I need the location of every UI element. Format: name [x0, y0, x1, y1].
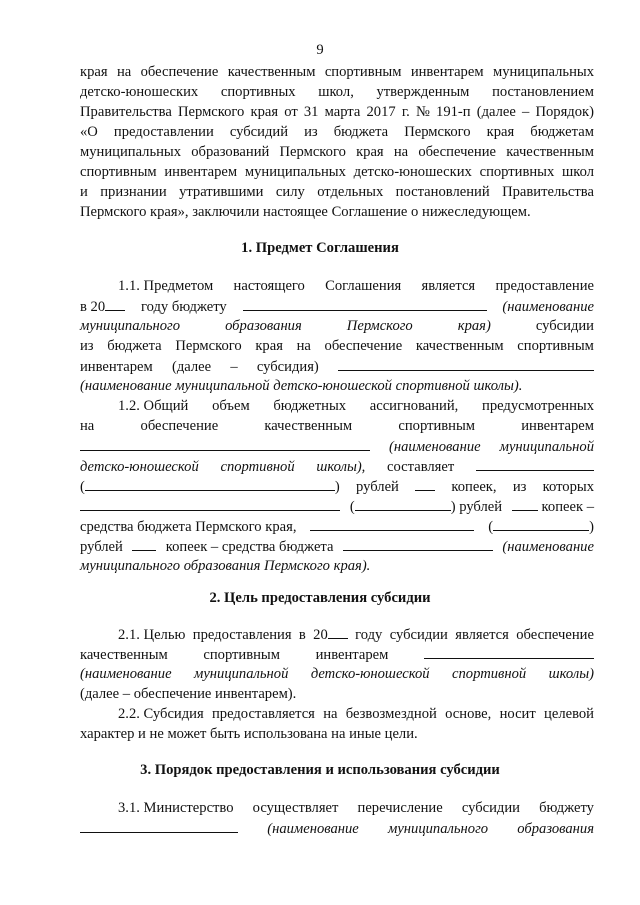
blank-year-2[interactable] — [328, 624, 348, 639]
p2-2-line-2: характер и не может быть использована на иные цели. — [80, 726, 418, 742]
intro-line-7: и признании утратившими силу отдельных постановлений Правительства — [80, 184, 594, 200]
intro-line-1: края на обеспечение качественным спортивным инвентарем муниципальных — [80, 64, 594, 80]
blank-municipality-1[interactable] — [243, 296, 487, 311]
blank-school-3[interactable] — [424, 644, 594, 659]
blank-local-words[interactable] — [493, 516, 589, 531]
p2-1-line-1: 2.1. Целью предоставления в 20 году субсидии является обеспечение — [118, 624, 594, 644]
p2-2-line-1: 2.2. Субсидия предоставляется на безвозмездной основе, носит целевой — [118, 706, 594, 722]
p1-2-line-2: на обеспечение качественным спортивным инвентарем — [80, 418, 594, 434]
intro-line-4: «О предоставлении субсидий из бюджета Пермского края бюджетам — [80, 124, 594, 140]
section-3-heading: 3. Порядок предоставления и использования субсидии — [140, 762, 500, 778]
blank-municipality-2[interactable] — [343, 536, 493, 551]
p1-2-line-9: муниципального образования Пермского края). — [80, 558, 371, 574]
p1-1-line-2: в 20 году бюджету (наименование — [80, 296, 594, 316]
blank-municipality-3[interactable] — [80, 818, 238, 833]
p1-1-line-1: 1.1. Предметом настоящего Соглашения является предоставление — [118, 278, 594, 294]
p1-2-line-3: (наименование муниципальной — [80, 436, 594, 456]
p1-1-line-4: из бюджета Пермского края на обеспечение качественным спортивным — [80, 338, 594, 354]
blank-total-amount[interactable] — [476, 456, 594, 471]
blank-regional-amount[interactable] — [80, 496, 340, 511]
p2-1-line-3: (наименование муниципальной детско-юношеской спортивной школы) — [80, 666, 594, 682]
p1-1-line-6: (наименование муниципальной детско-юношеской спортивной школы). — [80, 378, 523, 394]
intro-line-8: Пермского края», заключили настоящее Соглашение о нижеследующем. — [80, 204, 531, 220]
blank-regional-words[interactable] — [355, 496, 451, 511]
p3-1-line-2: (наименование муниципального образования — [80, 818, 594, 838]
p3-1-line-1: 3.1. Министерство осуществляет перечисление субсидии бюджету — [118, 800, 594, 816]
p1-2-line-7: средства бюджета Пермского края, ( ) — [80, 516, 594, 536]
section-1-heading: 1. Предмет Соглашения — [241, 240, 399, 256]
p2-1-line-2: качественным спортивным инвентарем — [80, 644, 594, 664]
blank-total-words[interactable] — [85, 476, 335, 491]
p2-1-line-4: (далее – обеспечение инвентарем). — [80, 686, 297, 702]
p1-2-line-8: рублей копеек – средства бюджета (наименование — [80, 536, 594, 556]
p1-1-line-5: инвентарем (далее – субсидия) — [80, 356, 594, 376]
intro-line-6: спортивным инвентарем муниципальных детско-юношеских спортивных школ — [80, 164, 594, 180]
intro-line-3: Правительства Пермского края от 31 марта 2017 г. № 191-п (далее – Порядок) — [80, 104, 594, 120]
section-2-heading: 2. Цель предоставления субсидии — [209, 590, 431, 606]
page-number: 9 — [316, 42, 324, 58]
p1-2-line-6: ( ) рублей копеек – — [80, 496, 594, 516]
p1-1-line-3: муниципального образования Пермского края) субсидии — [80, 318, 594, 334]
blank-school-2[interactable] — [80, 436, 370, 451]
p1-2-line-4: детско-юношеской спортивной школы), составляет — [80, 456, 594, 476]
intro-line-2: детско-юношеских спортивных школ, утвержденным постановлением — [80, 84, 594, 100]
blank-total-kopecks[interactable] — [415, 476, 435, 491]
blank-local-amount[interactable] — [310, 516, 474, 531]
blank-school-1[interactable] — [338, 356, 594, 371]
p1-2-line-5: ( ) рублей копеек, из которых — [80, 476, 594, 496]
blank-local-kopecks[interactable] — [132, 536, 156, 551]
p1-2-line-1: 1.2. Общий объем бюджетных ассигнований, предусмотренных — [118, 398, 594, 414]
intro-line-5: муниципальных образований Пермского края на обеспечение качественным — [80, 144, 594, 160]
